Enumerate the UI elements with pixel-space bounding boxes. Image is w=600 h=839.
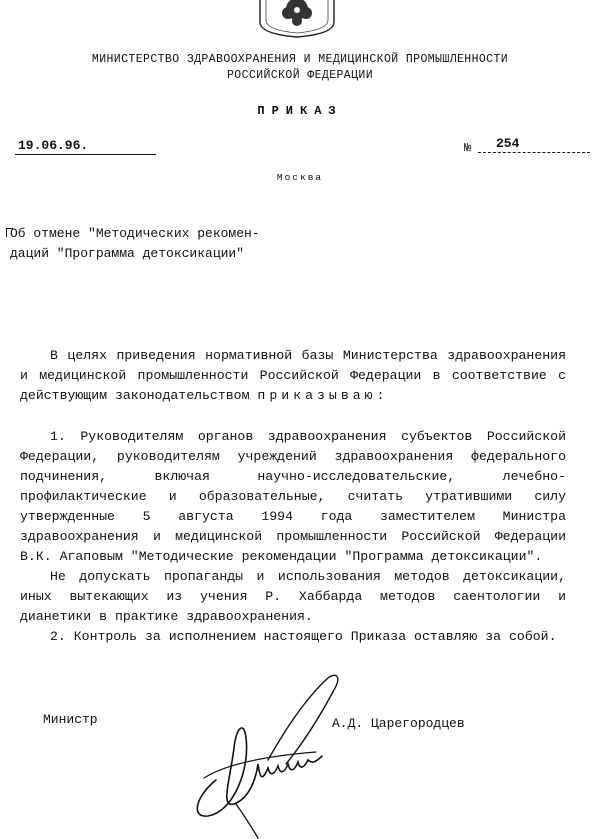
order-body xyxy=(20,346,566,647)
subject-line-1: Об отмене "Методических рекомен- xyxy=(10,226,260,241)
item-1: 1. Руководителям органов здравоохранения субъектов Российской Федерации, руководителям учреждений здравоохранения федерального подчинения, включая научно-исследовательские, лечебно-профилактические и образовательные, считать утратившими силу утвержденные 5 августа 1994 года заместителем Министра здравоохранения и медицинской промышленности Российской Федерации В.К. Агаповым "Методические рекомендации "Программа детоксикации". xyxy=(20,429,566,564)
ministry-name-line2: РОССИЙСКОЙ ФЕДЕРАЦИИ xyxy=(226,69,374,82)
order-subject xyxy=(10,224,290,264)
item-2: 2. Контроль за исполнением настоящего Приказа оставляю за собой. xyxy=(50,629,557,644)
preamble-paragraph xyxy=(20,346,566,406)
ministry-name-line1: МИНИСТЕРСТВО ЗДРАВООХРАНЕНИЯ И МЕДИЦИНСКОЙ ПРОМЫШЛЕННОСТИ xyxy=(91,53,509,66)
signer-title: Министр xyxy=(43,712,98,727)
subject-line-2: даций "Программа детоксикации" xyxy=(10,246,245,261)
handwritten-signature xyxy=(176,668,366,839)
item-1-continuation: Не допускать пропаганды и использования методов детоксикации, иных вытекающих из учения Р. Хаббарда методов саентологии и дианетики в практике здравоохранения. xyxy=(20,569,566,624)
order-title: ПРИКАЗ xyxy=(257,104,343,118)
preamble-text: В целях приведения нормативной базы Министерства здравоохранения и медицинской промышленности Российской Федерации в соответствие с действующим законодательством xyxy=(20,348,566,403)
number-label: № xyxy=(464,141,472,155)
order-date: 19.06.96. xyxy=(15,137,156,155)
signer-name: А.Д. Царегородцев xyxy=(332,716,465,731)
state-emblem-icon xyxy=(256,0,338,38)
order-number: 254 xyxy=(478,135,590,153)
city: Москва xyxy=(276,172,324,183)
order-word: приказываю: xyxy=(257,388,389,403)
